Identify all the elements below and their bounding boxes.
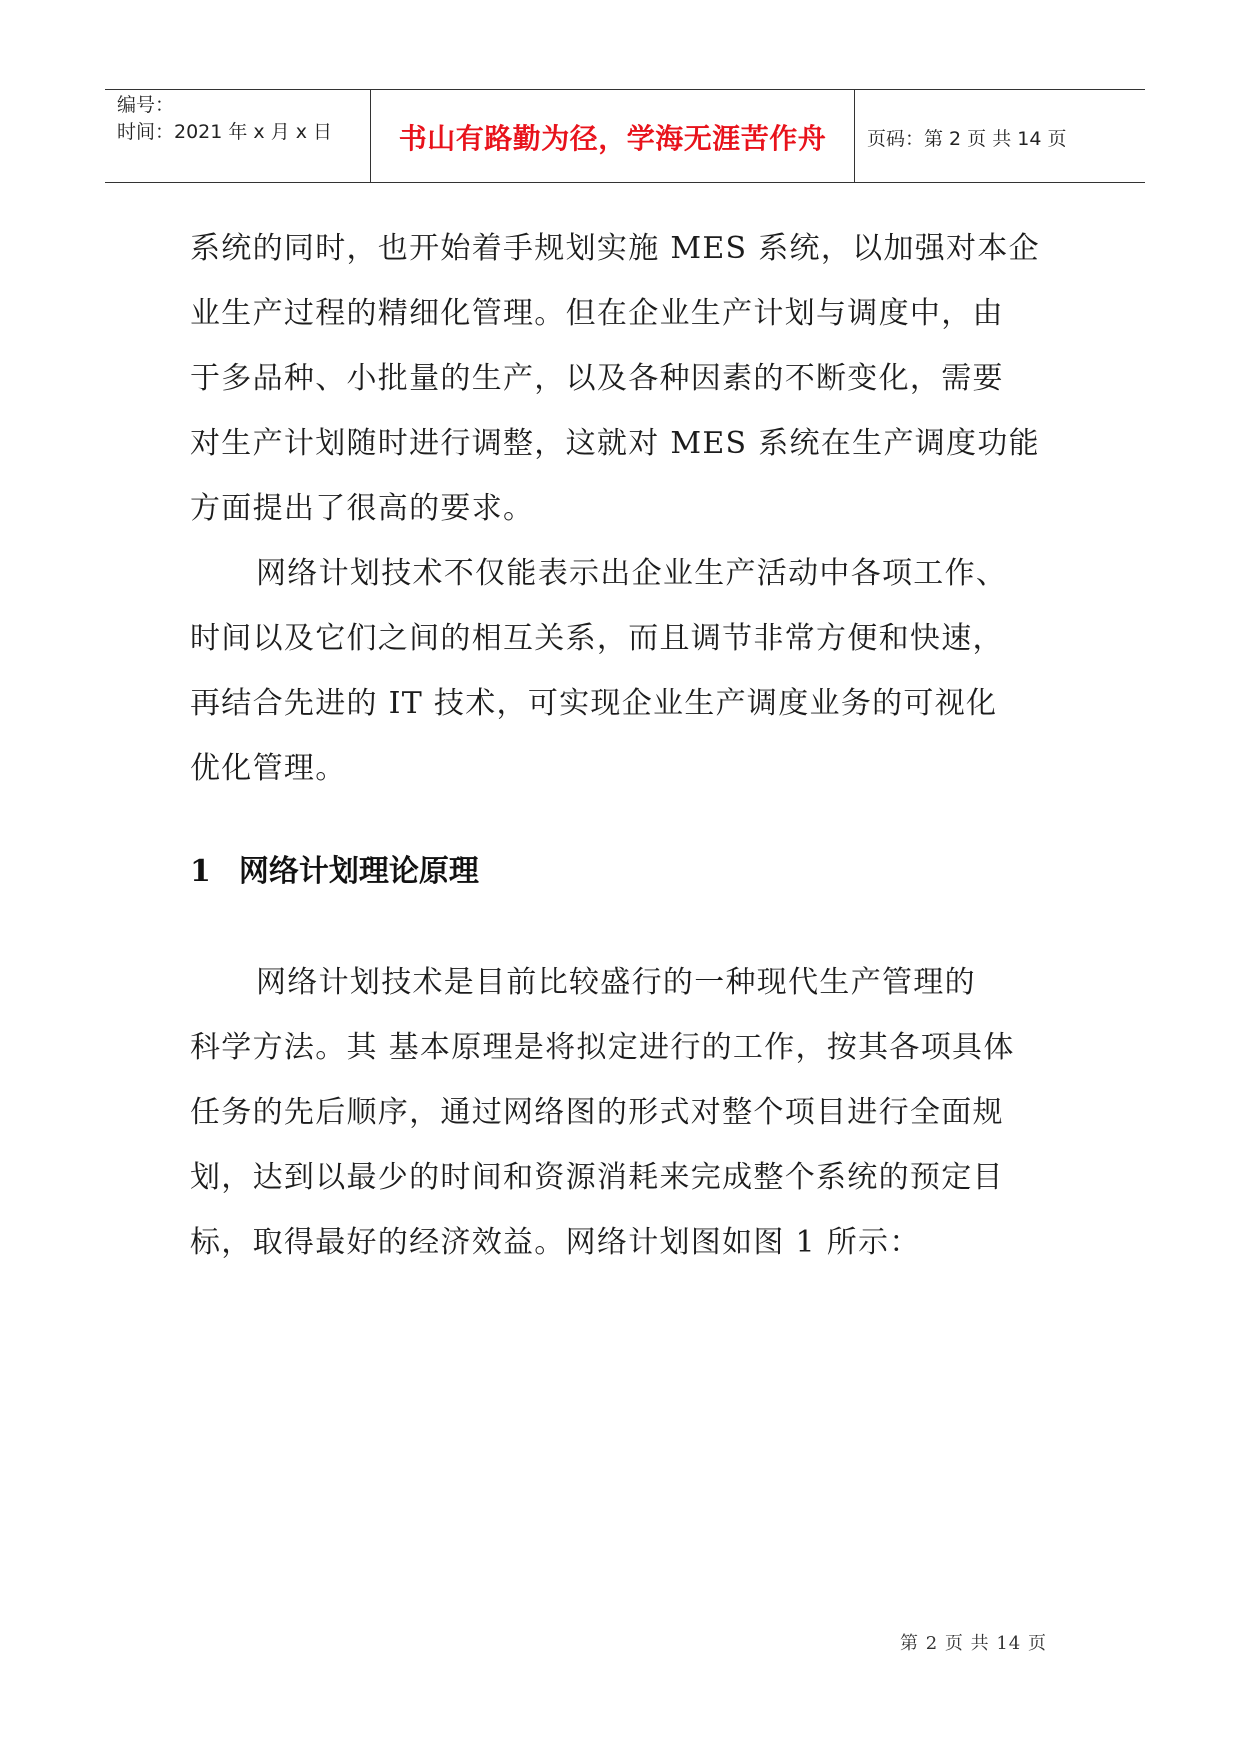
paragraph-line: 时间以及它们之间的相互关系，而且调节非常方便和快速，: [190, 621, 1004, 656]
paragraph-line: 对生产计划随时进行调整，这就对 MES 系统在生产调度功能: [190, 426, 1040, 461]
page-header: [105, 89, 1145, 183]
document-time-label: 时间：2021 年 x 月 x 日: [117, 121, 333, 143]
header-page-cell: [855, 90, 1145, 182]
paragraph-line: 标，取得最好的经济效益。网络计划图如图 1 所示：: [190, 1225, 921, 1260]
paragraph-line: 再结合先进的 IT 技术，可实现企业生产调度业务的可视化: [190, 686, 998, 721]
paragraph-line: 于多品种、小批量的生产，以及各种因素的不断变化，需要: [190, 361, 1004, 396]
section-title: 网络计划理论原理: [238, 854, 479, 889]
page-footer: 第 2 页 共 14 页: [900, 1633, 1047, 1654]
body-text-upper: [190, 216, 1070, 801]
paragraph-line: 划，达到以最少的时间和资源消耗来完成整个系统的预定目: [190, 1160, 1004, 1195]
paragraph-line: 科学方法。其 基本原理是将拟定进行的工作，按其各项具体: [190, 1030, 1015, 1065]
paragraph-line: 任务的先后顺序，通过网络图的形式对整个项目进行全面规: [190, 1095, 1004, 1130]
document-id-label: 编号：: [117, 94, 175, 116]
paragraph-line: 优化管理。: [190, 751, 347, 786]
paragraph-line: 业生产过程的精细化管理。但在企业生产计划与调度中，由: [190, 296, 1004, 331]
paragraph-line: 网络计划技术是目前比较盛行的一种现代生产管理的: [256, 965, 976, 1000]
section-number: 1: [190, 854, 211, 889]
header-motto-cell: [370, 90, 855, 182]
header-page-info: 页码：第 2 页 共 14 页: [867, 128, 1067, 150]
body-text-lower: [190, 950, 1070, 1275]
paragraph-line: 方面提出了很高的要求。: [190, 491, 535, 526]
paragraph-line: 网络计划技术不仅能表示出企业生产活动中各项工作、: [256, 556, 1008, 591]
header-motto: 书山有路勤为径，学海无涯苦作舟: [398, 122, 827, 155]
paragraph-line: 系统的同时，也开始着手规划实施 MES 系统，以加强对本企: [190, 231, 1040, 266]
header-meta-cell: [105, 90, 370, 182]
section-heading: [190, 846, 479, 890]
